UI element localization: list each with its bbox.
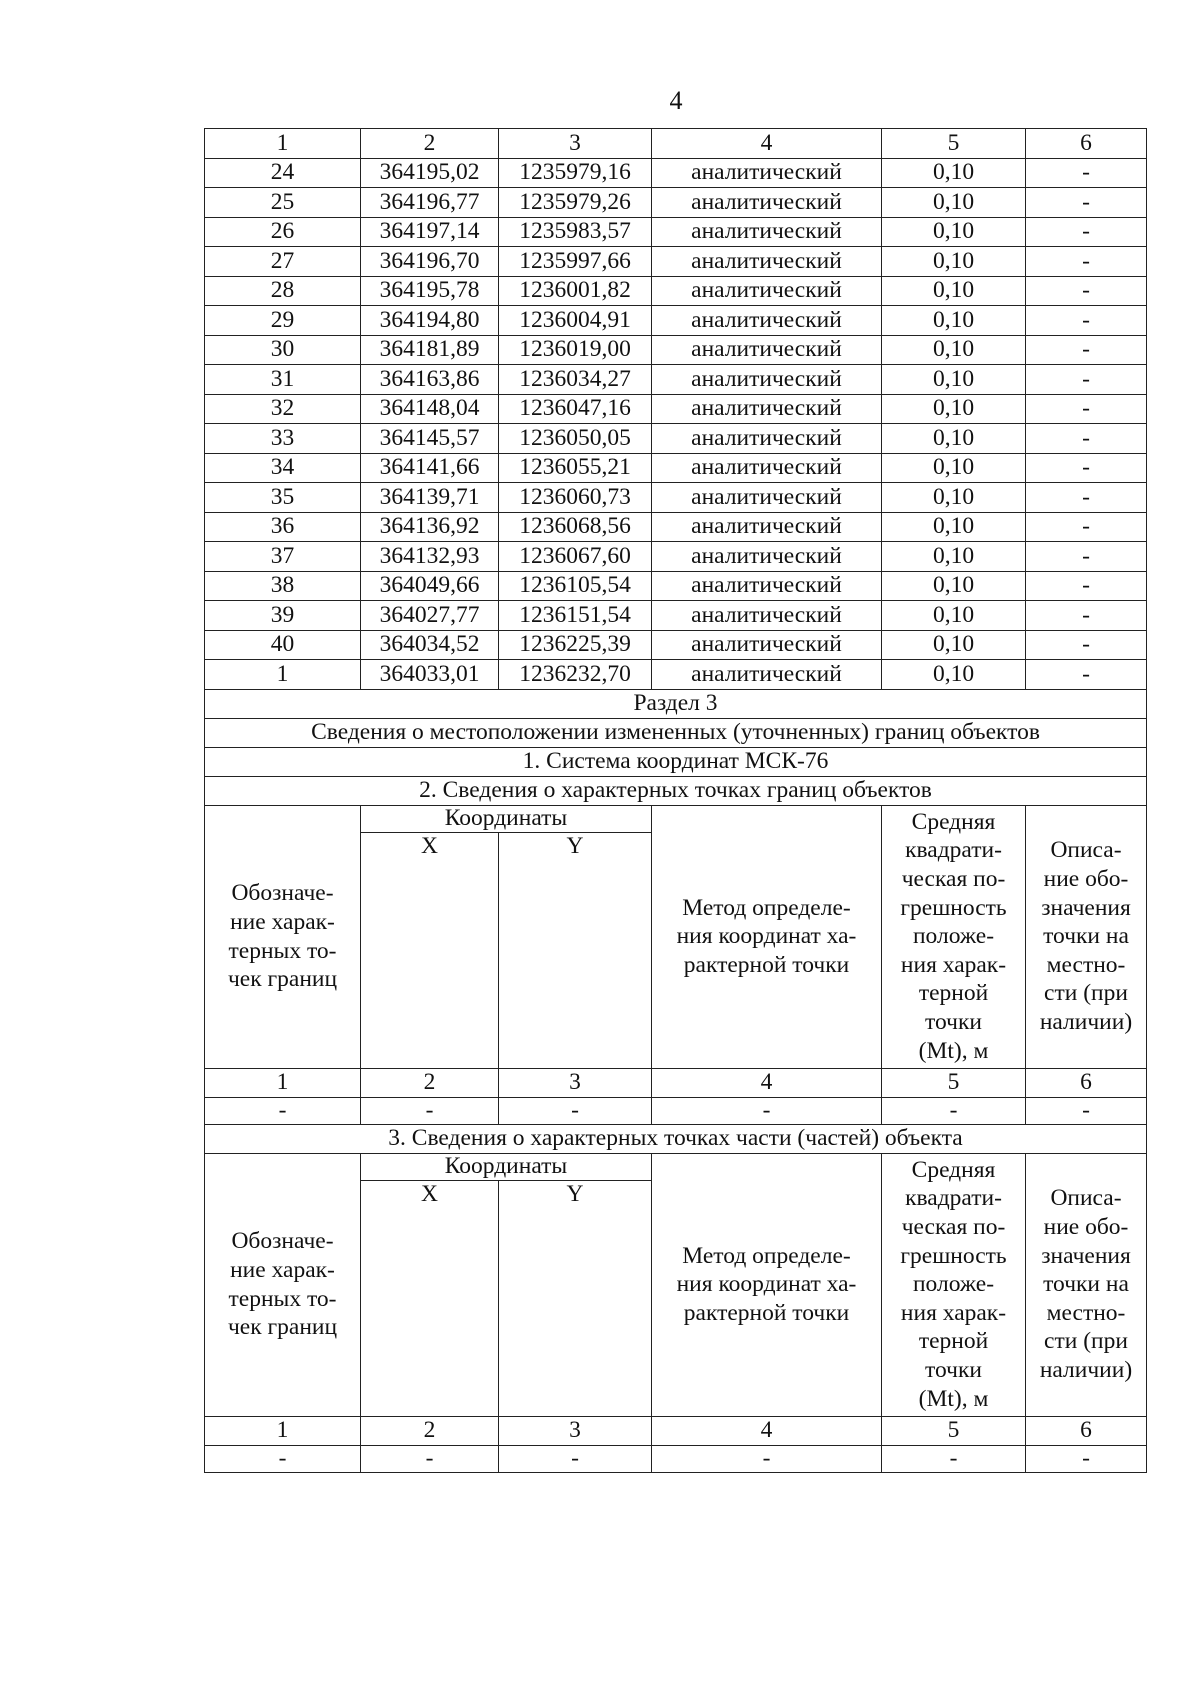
- header-cell: 3: [499, 129, 652, 159]
- error-value: 0,10: [882, 660, 1026, 690]
- error-header: [882, 805, 1026, 1068]
- description: -: [1026, 335, 1147, 365]
- error-value: 0,10: [882, 453, 1026, 483]
- method: аналитический: [652, 483, 882, 513]
- boundary-points-table: [204, 128, 1147, 1473]
- description-header-line: значения: [1041, 894, 1131, 921]
- x-coordinate: 364194,80: [361, 306, 499, 336]
- column-number: 3: [499, 1416, 652, 1445]
- y-coordinate: 1236225,39: [499, 630, 652, 660]
- point-number: 28: [205, 276, 361, 306]
- designation-header-line: терных то-: [228, 937, 337, 964]
- x-coordinate: 364141,66: [361, 453, 499, 483]
- coordinates-header: Координаты: [361, 805, 652, 832]
- method-header: [652, 805, 882, 1068]
- error-header-line: терной: [918, 980, 989, 1007]
- error-value: 0,10: [882, 217, 1026, 247]
- description-header-line: ние обо-: [1043, 1214, 1129, 1241]
- y-coordinate: 1236034,27: [499, 365, 652, 395]
- description-header-line: значения: [1041, 1242, 1131, 1269]
- description: -: [1026, 660, 1147, 690]
- method-header-line: ния координат ха-: [676, 923, 857, 950]
- description: -: [1026, 512, 1147, 542]
- method: аналитический: [652, 630, 882, 660]
- table-row: [205, 571, 1147, 601]
- x-coordinate: 364132,93: [361, 542, 499, 572]
- error-header-line: ческая по-: [901, 866, 1006, 893]
- x-coordinate: 364139,71: [361, 483, 499, 513]
- designation-header: [205, 805, 361, 1068]
- table-row: [205, 424, 1147, 454]
- method: аналитический: [652, 188, 882, 218]
- error-value: 0,10: [882, 276, 1026, 306]
- point-number: 33: [205, 424, 361, 454]
- column-number: 6: [1026, 1068, 1147, 1097]
- error-value: 0,10: [882, 512, 1026, 542]
- table-row: [205, 630, 1147, 660]
- method: аналитический: [652, 217, 882, 247]
- coord-system: 1. Система координат МСК-76: [205, 747, 1147, 776]
- y-header: Y: [499, 832, 652, 1068]
- point-number: 26: [205, 217, 361, 247]
- y-coordinate: 1236151,54: [499, 601, 652, 631]
- empty-cell: -: [1026, 1097, 1147, 1124]
- x-coordinate: 364145,57: [361, 424, 499, 454]
- method-header-line: Метод определе-: [682, 1242, 851, 1269]
- y-coordinate: 1236050,05: [499, 424, 652, 454]
- column-number: 1: [205, 1068, 361, 1097]
- y-coordinate: 1236001,82: [499, 276, 652, 306]
- table-row: [205, 335, 1147, 365]
- designation-header-line: Обозначе-: [231, 1228, 334, 1255]
- empty-data-row: [205, 1445, 1147, 1472]
- description: -: [1026, 453, 1147, 483]
- method-header: [652, 1153, 882, 1416]
- description: -: [1026, 276, 1147, 306]
- error-value: 0,10: [882, 394, 1026, 424]
- method-header-line: Метод определе-: [682, 894, 851, 921]
- column-number: 3: [499, 1068, 652, 1097]
- description-header-line: Описа-: [1050, 1185, 1122, 1212]
- x-coordinate: 364148,04: [361, 394, 499, 424]
- description: -: [1026, 247, 1147, 277]
- y-coordinate: 1236004,91: [499, 306, 652, 336]
- points-header-block: [205, 805, 1147, 1124]
- point-number: 24: [205, 158, 361, 188]
- table-row: [205, 247, 1147, 277]
- description: -: [1026, 188, 1147, 218]
- page-number: 4: [669, 86, 683, 115]
- description-header-line: ние обо-: [1043, 866, 1129, 893]
- method: аналитический: [652, 306, 882, 336]
- description-header-line: Описа-: [1050, 837, 1122, 864]
- y-coordinate: 1236060,73: [499, 483, 652, 513]
- empty-cell: -: [1026, 1445, 1147, 1472]
- x-coordinate: 364034,52: [361, 630, 499, 660]
- error-header-line: (Mt), м: [918, 1385, 989, 1412]
- x-coordinate: 364181,89: [361, 335, 499, 365]
- point-number: 37: [205, 542, 361, 572]
- column-header-row: [205, 805, 1147, 832]
- table-row: [205, 483, 1147, 513]
- designation-header-line: ние харак-: [230, 908, 335, 935]
- error-header-line: точки: [925, 1356, 982, 1383]
- empty-data-row: [205, 1097, 1147, 1124]
- description-header-line: точки на: [1043, 1271, 1129, 1298]
- method: аналитический: [652, 276, 882, 306]
- header-cell: 4: [652, 129, 882, 159]
- y-coordinate: 1236067,60: [499, 542, 652, 572]
- section-subtitle-row: [205, 718, 1147, 747]
- description: -: [1026, 217, 1147, 247]
- method: аналитический: [652, 601, 882, 631]
- points-title: 2. Сведения о характерных точках границ объектов: [205, 776, 1147, 805]
- description-header-line: наличии): [1039, 1008, 1133, 1035]
- method: аналитический: [652, 660, 882, 690]
- designation-header-line: Обозначе-: [231, 880, 334, 907]
- table-row: [205, 158, 1147, 188]
- table-row: [205, 542, 1147, 572]
- section-subtitle: Сведения о местоположении измененных (уточненных) границ объектов: [205, 718, 1147, 747]
- description: -: [1026, 158, 1147, 188]
- table-row: [205, 601, 1147, 631]
- error-header-line: грешность: [900, 1242, 1007, 1269]
- designation-header-line: чек границ: [227, 966, 338, 993]
- description: -: [1026, 424, 1147, 454]
- header-cell: 2: [361, 129, 499, 159]
- designation-header-line: терных то-: [228, 1285, 337, 1312]
- empty-cell: -: [882, 1445, 1026, 1472]
- section-title: Раздел 3: [205, 689, 1147, 718]
- table-row: [205, 365, 1147, 395]
- error-header: [882, 1153, 1026, 1416]
- x-header: X: [361, 1180, 499, 1416]
- x-coordinate: 364163,86: [361, 365, 499, 395]
- error-value: 0,10: [882, 542, 1026, 572]
- empty-cell: -: [882, 1097, 1026, 1124]
- column-number-row: [205, 1068, 1147, 1097]
- method-header-line: рактерной точки: [683, 951, 850, 978]
- column-number: 2: [361, 1068, 499, 1097]
- y-header: Y: [499, 1180, 652, 1416]
- x-coordinate: 364196,70: [361, 247, 499, 277]
- point-number: 39: [205, 601, 361, 631]
- column-number: 1: [205, 1416, 361, 1445]
- error-header-line: квадрати-: [905, 1185, 1002, 1212]
- description: -: [1026, 601, 1147, 631]
- x-coordinate: 364136,92: [361, 512, 499, 542]
- x-coordinate: 364027,77: [361, 601, 499, 631]
- method-header-line: ния координат ха-: [676, 1271, 857, 1298]
- description: -: [1026, 306, 1147, 336]
- parts-title-row: [205, 1124, 1147, 1153]
- error-header-line: Средняя: [911, 808, 996, 835]
- header-cell: 1: [205, 129, 361, 159]
- empty-cell: -: [205, 1445, 361, 1472]
- parts-title: 3. Сведения о характерных точках части (частей) объекта: [205, 1124, 1147, 1153]
- point-number: 29: [205, 306, 361, 336]
- error-value: 0,10: [882, 158, 1026, 188]
- point-number: 35: [205, 483, 361, 513]
- description-header-line: точки на: [1043, 923, 1129, 950]
- header-cell: 5: [882, 129, 1026, 159]
- section-title-row: [205, 689, 1147, 718]
- x-coordinate: 364197,14: [361, 217, 499, 247]
- method: аналитический: [652, 247, 882, 277]
- method: аналитический: [652, 512, 882, 542]
- x-coordinate: 364033,01: [361, 660, 499, 690]
- empty-cell: -: [499, 1445, 652, 1472]
- y-coordinate: 1235983,57: [499, 217, 652, 247]
- x-header: X: [361, 832, 499, 1068]
- column-number-row: [205, 1416, 1147, 1445]
- table-header-row: [205, 129, 1147, 159]
- error-header-line: точки: [925, 1008, 982, 1035]
- point-number: 30: [205, 335, 361, 365]
- point-number: 31: [205, 365, 361, 395]
- method-header-line: рактерной точки: [683, 1299, 850, 1326]
- points-title-row: [205, 776, 1147, 805]
- error-header-line: терной: [918, 1328, 989, 1355]
- table-row: [205, 276, 1147, 306]
- description-header: [1026, 805, 1147, 1068]
- method: аналитический: [652, 542, 882, 572]
- x-coordinate: 364196,77: [361, 188, 499, 218]
- column-number: 6: [1026, 1416, 1147, 1445]
- method: аналитический: [652, 424, 882, 454]
- y-coordinate: 1235979,26: [499, 188, 652, 218]
- description: -: [1026, 571, 1147, 601]
- description-header-line: наличии): [1039, 1356, 1133, 1383]
- method: аналитический: [652, 335, 882, 365]
- point-number: 1: [205, 660, 361, 690]
- table-row: [205, 394, 1147, 424]
- column-number: 2: [361, 1416, 499, 1445]
- designation-header-line: ние харак-: [230, 1256, 335, 1283]
- header-cell: 6: [1026, 129, 1147, 159]
- empty-cell: -: [205, 1097, 361, 1124]
- table-row: [205, 512, 1147, 542]
- error-header-line: Средняя: [911, 1156, 996, 1183]
- error-header-line: квадрати-: [905, 837, 1002, 864]
- description: -: [1026, 483, 1147, 513]
- method: аналитический: [652, 365, 882, 395]
- parts-header-block: [205, 1153, 1147, 1472]
- y-coordinate: 1236047,16: [499, 394, 652, 424]
- error-header-line: (Mt), м: [918, 1037, 989, 1064]
- point-number: 25: [205, 188, 361, 218]
- coordinates-header: Координаты: [361, 1153, 652, 1180]
- error-value: 0,10: [882, 306, 1026, 336]
- error-header-line: положе-: [912, 1271, 995, 1298]
- description-header-line: местно-: [1046, 1299, 1126, 1326]
- point-number: 27: [205, 247, 361, 277]
- point-number: 38: [205, 571, 361, 601]
- empty-cell: -: [652, 1097, 882, 1124]
- description: -: [1026, 365, 1147, 395]
- error-header-line: ческая по-: [901, 1214, 1006, 1241]
- y-coordinate: 1235979,16: [499, 158, 652, 188]
- point-number: 36: [205, 512, 361, 542]
- description: -: [1026, 542, 1147, 572]
- y-coordinate: 1236055,21: [499, 453, 652, 483]
- y-coordinate: 1236019,00: [499, 335, 652, 365]
- x-coordinate: 364195,02: [361, 158, 499, 188]
- error-header-line: ния харак-: [900, 951, 1007, 978]
- description-header-line: сти (при: [1044, 980, 1128, 1007]
- column-number: 4: [652, 1068, 882, 1097]
- table-row: [205, 306, 1147, 336]
- empty-cell: -: [652, 1445, 882, 1472]
- designation-header: [205, 1153, 361, 1416]
- error-value: 0,10: [882, 365, 1026, 395]
- empty-cell: -: [361, 1097, 499, 1124]
- column-number: 4: [652, 1416, 882, 1445]
- error-value: 0,10: [882, 483, 1026, 513]
- error-value: 0,10: [882, 188, 1026, 218]
- error-value: 0,10: [882, 601, 1026, 631]
- y-coordinate: 1236105,54: [499, 571, 652, 601]
- error-value: 0,10: [882, 247, 1026, 277]
- table-row: [205, 453, 1147, 483]
- description-header: [1026, 1153, 1147, 1416]
- description: -: [1026, 630, 1147, 660]
- coord-system-row: [205, 747, 1147, 776]
- x-coordinate: 364049,66: [361, 571, 499, 601]
- error-header-line: положе-: [912, 923, 995, 950]
- error-value: 0,10: [882, 335, 1026, 365]
- y-coordinate: 1236068,56: [499, 512, 652, 542]
- point-number: 40: [205, 630, 361, 660]
- table-row: [205, 217, 1147, 247]
- error-value: 0,10: [882, 571, 1026, 601]
- error-header-line: ния харак-: [900, 1299, 1007, 1326]
- method: аналитический: [652, 394, 882, 424]
- method: аналитический: [652, 453, 882, 483]
- error-value: 0,10: [882, 630, 1026, 660]
- column-header-row: [205, 1153, 1147, 1180]
- point-number: 34: [205, 453, 361, 483]
- x-coordinate: 364195,78: [361, 276, 499, 306]
- designation-header-line: чек границ: [227, 1314, 338, 1341]
- description: -: [1026, 394, 1147, 424]
- error-value: 0,10: [882, 424, 1026, 454]
- y-coordinate: 1235997,66: [499, 247, 652, 277]
- y-coordinate: 1236232,70: [499, 660, 652, 690]
- point-number: 32: [205, 394, 361, 424]
- error-header-line: грешность: [900, 894, 1007, 921]
- column-number: 5: [882, 1068, 1026, 1097]
- table-row: [205, 660, 1147, 690]
- empty-cell: -: [499, 1097, 652, 1124]
- method: аналитический: [652, 158, 882, 188]
- description-header-line: местно-: [1046, 951, 1126, 978]
- column-number: 5: [882, 1416, 1026, 1445]
- method: аналитический: [652, 571, 882, 601]
- description-header-line: сти (при: [1044, 1328, 1128, 1355]
- empty-cell: -: [361, 1445, 499, 1472]
- table-row: [205, 188, 1147, 218]
